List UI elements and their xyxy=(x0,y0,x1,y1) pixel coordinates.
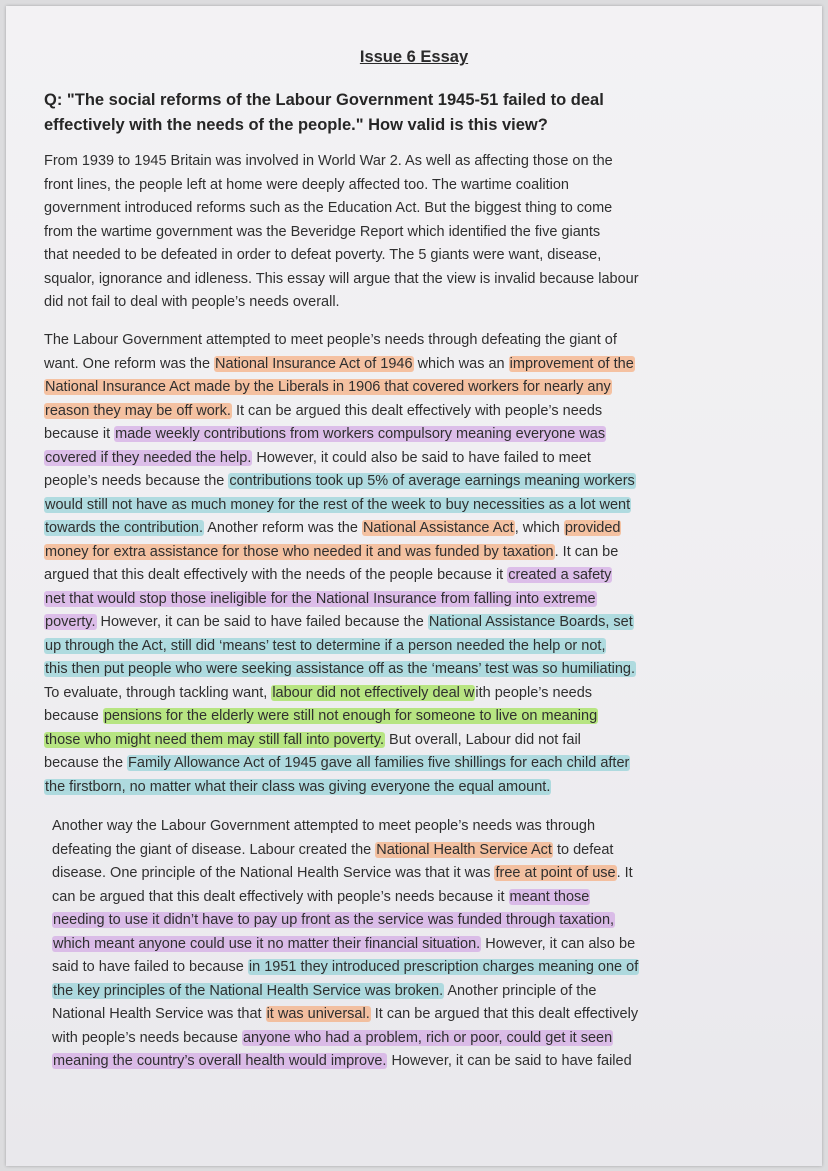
text-segment: argued that this dealt effectively with the needs of the people because it xyxy=(44,567,508,583)
highlight-orange: money for extra assistance for those who needed it and was funded by taxation xyxy=(45,543,554,560)
highlight-purple: which meant anyone could use it no matter their financial situation. xyxy=(53,935,481,952)
text-segment: defeating the giant of disease. Labour created the xyxy=(52,841,376,858)
highlight-orange: improvement of the xyxy=(509,355,634,372)
paragraph-line xyxy=(44,564,794,588)
highlight-purple: covered if they needed the help. xyxy=(45,449,252,466)
highlight-teal: up through the Act, still did ‘means’ test to determine if a person needed the help or not, xyxy=(45,637,606,654)
text-segment: front lines, the people left at home were deeply affected too. The wartime coalition xyxy=(44,176,569,193)
text-segment: people’s needs because the xyxy=(44,473,229,489)
highlight-orange: reason they may be off work. xyxy=(45,402,231,419)
highlight-teal: the firstborn, no matter what their class was giving everyone the equal amount. xyxy=(45,778,551,795)
highlight-purple: created a safety xyxy=(508,567,612,583)
paragraph-line xyxy=(44,611,794,635)
text-segment: with people’s needs because xyxy=(52,1029,242,1046)
text-segment: because the xyxy=(44,755,128,771)
paragraph-line xyxy=(44,682,794,706)
paragraph-line xyxy=(52,1050,802,1074)
text-segment: Another principle of the xyxy=(444,982,597,999)
paragraph-line xyxy=(44,221,794,245)
text-segment: squalor, ignorance and idleness. This essay will argue that the view is invalid because labour xyxy=(44,270,639,287)
paragraph-line xyxy=(44,776,794,800)
paragraph-line xyxy=(44,268,794,292)
paragraph-line xyxy=(44,150,794,174)
paragraph-line xyxy=(52,1027,802,1051)
highlight-orange: National Insurance Act made by the Liberals in 1906 that covered workers for nearly any xyxy=(45,379,611,395)
highlight-purple: poverty. xyxy=(45,614,96,630)
text-segment: It can be argued that this dealt effectively xyxy=(370,1006,639,1022)
highlight-orange: it was universal. xyxy=(266,1006,370,1022)
paragraph-line xyxy=(44,244,794,268)
paragraph-line xyxy=(44,197,794,221)
text-segment: The Labour Government attempted to meet people’s needs through defeating the giant of xyxy=(44,332,617,348)
paragraph-line xyxy=(44,517,794,541)
highlight-purple: anyone who had a problem, rich or poor, could get it seen xyxy=(242,1029,613,1046)
text-segment: because it xyxy=(44,426,115,442)
highlight-teal: this then put people who were seeking assistance off as the ‘means’ test was so humiliating. xyxy=(45,661,635,677)
question-line: effectively with the needs of the people." How valid is this view? xyxy=(44,116,548,134)
text-segment: However, it can be said to have failed xyxy=(387,1053,632,1069)
highlight-orange: provided xyxy=(564,520,621,536)
paragraph-line xyxy=(44,447,794,471)
paragraph-line xyxy=(44,174,794,198)
paragraph-line xyxy=(44,588,794,612)
highlight-purple: needing to use it didn’t have to pay up front as the service was funded through taxation, xyxy=(53,912,615,928)
text-segment: disease. One principle of the National Health Service was that it was xyxy=(52,865,495,881)
text-segment: Another way the Labour Government attempted to meet people’s needs was through xyxy=(52,818,596,834)
highlight-teal: in 1951 they introduced prescription charges meaning one of xyxy=(248,959,639,975)
text-segment: From 1939 to 1945 Britain was involved in World War 2. As well as affecting those on the xyxy=(44,153,613,169)
text-segment: that needed to be defeated in order to defeat poverty. The 5 giants were want, disease, xyxy=(44,247,602,263)
paragraph-line xyxy=(44,376,794,400)
paragraph-line xyxy=(44,635,794,659)
text-segment: National Health Service was that xyxy=(52,1006,266,1022)
paragraph-line xyxy=(44,541,794,565)
highlight-purple: made weekly contributions from workers compulsory meaning everyone was xyxy=(115,426,606,442)
highlight-green: labour did not effectively deal w xyxy=(272,684,475,701)
highlight-orange: National Assistance Act xyxy=(362,520,514,536)
text-segment: want. One reform was the xyxy=(44,355,215,372)
highlight-purple: net that would stop those ineligible for the National Insurance from falling into extreme xyxy=(45,590,596,607)
question-line: Q: "The social reforms of the Labour Government 1945-51 failed to deal xyxy=(44,91,604,109)
highlight-teal: Family Allowance Act of 1945 gave all families five shillings for each child after xyxy=(128,755,630,771)
essay-title: Issue 6 Essay xyxy=(359,48,469,66)
essay-paragraph-want xyxy=(44,329,794,799)
paragraph-line xyxy=(52,956,802,980)
text-segment: . It xyxy=(616,865,633,881)
paragraph-line xyxy=(52,980,802,1004)
text-segment: did not fail to deal with people’s needs overall. xyxy=(44,294,340,310)
essay-paragraph-intro xyxy=(44,150,794,315)
paragraph-line xyxy=(52,909,802,933)
text-segment: However, it can be said to have failed because the xyxy=(96,614,428,630)
text-segment: to defeat xyxy=(552,841,614,858)
text-segment: , which xyxy=(514,520,564,536)
essay-paragraph-disease xyxy=(52,815,802,1074)
text-segment: from the wartime government was the Beveridge Report which identified the five giants xyxy=(44,223,601,240)
text-segment: ith people’s needs xyxy=(475,684,593,701)
text-segment: which was an xyxy=(413,355,509,372)
paragraph-line xyxy=(44,400,794,424)
paragraph-line xyxy=(44,423,794,447)
highlight-purple: meant those xyxy=(509,888,590,905)
essay-question xyxy=(44,88,784,138)
text-segment: government introduced reforms such as the Education Act. But the biggest thing to come xyxy=(44,200,613,216)
text-segment: can be argued that this dealt effectively with people’s needs because it xyxy=(52,888,509,905)
paragraph-line xyxy=(44,494,794,518)
paragraph-line xyxy=(44,705,794,729)
highlight-green: those who might need them may still fall into poverty. xyxy=(45,731,385,748)
paragraph-line xyxy=(52,886,802,910)
text-segment: said to have failed to because xyxy=(52,959,248,975)
text-segment: . It can be xyxy=(554,543,619,560)
highlight-teal: towards the contribution. xyxy=(45,520,203,536)
highlight-teal: would still not have as much money for the rest of the week to buy necessities as a lot went xyxy=(45,496,631,513)
highlight-orange: National Health Service Act xyxy=(376,841,552,858)
paragraph-line xyxy=(44,470,794,494)
paragraph-line xyxy=(44,353,794,377)
paragraph-line xyxy=(52,839,802,863)
text-segment: Another reform was the xyxy=(203,520,362,536)
text-segment: It can be argued this dealt effectively with people’s needs xyxy=(231,402,603,419)
paragraph-line xyxy=(44,329,794,353)
paragraph-line xyxy=(44,729,794,753)
paragraph-line xyxy=(52,933,802,957)
highlight-purple: meaning the country’s overall health would improve. xyxy=(53,1053,387,1069)
highlight-orange: National Insurance Act of 1946 xyxy=(215,355,413,372)
highlight-teal: contributions took up 5% of average earnings meaning workers xyxy=(229,473,635,489)
text-segment: because xyxy=(44,708,103,724)
paragraph-line xyxy=(52,815,802,839)
highlight-teal: the key principles of the National Health Service was broken. xyxy=(53,982,444,999)
paragraph-line xyxy=(44,752,794,776)
text-segment: However, it could also be said to have failed to meet xyxy=(252,449,591,466)
highlight-orange: free at point of use xyxy=(495,865,616,881)
highlight-green: pensions for the elderly were still not enough for someone to live on meaning xyxy=(103,708,598,724)
text-segment: However, it can also be xyxy=(481,935,636,952)
paragraph-line xyxy=(52,862,802,886)
paragraph-line xyxy=(44,658,794,682)
text-segment: But overall, Labour did not fail xyxy=(385,731,581,748)
paragraph-line xyxy=(44,291,794,315)
highlight-teal: National Assistance Boards, set xyxy=(428,614,633,630)
text-segment: To evaluate, through tackling want, xyxy=(44,684,272,701)
paragraph-line xyxy=(52,1003,802,1027)
